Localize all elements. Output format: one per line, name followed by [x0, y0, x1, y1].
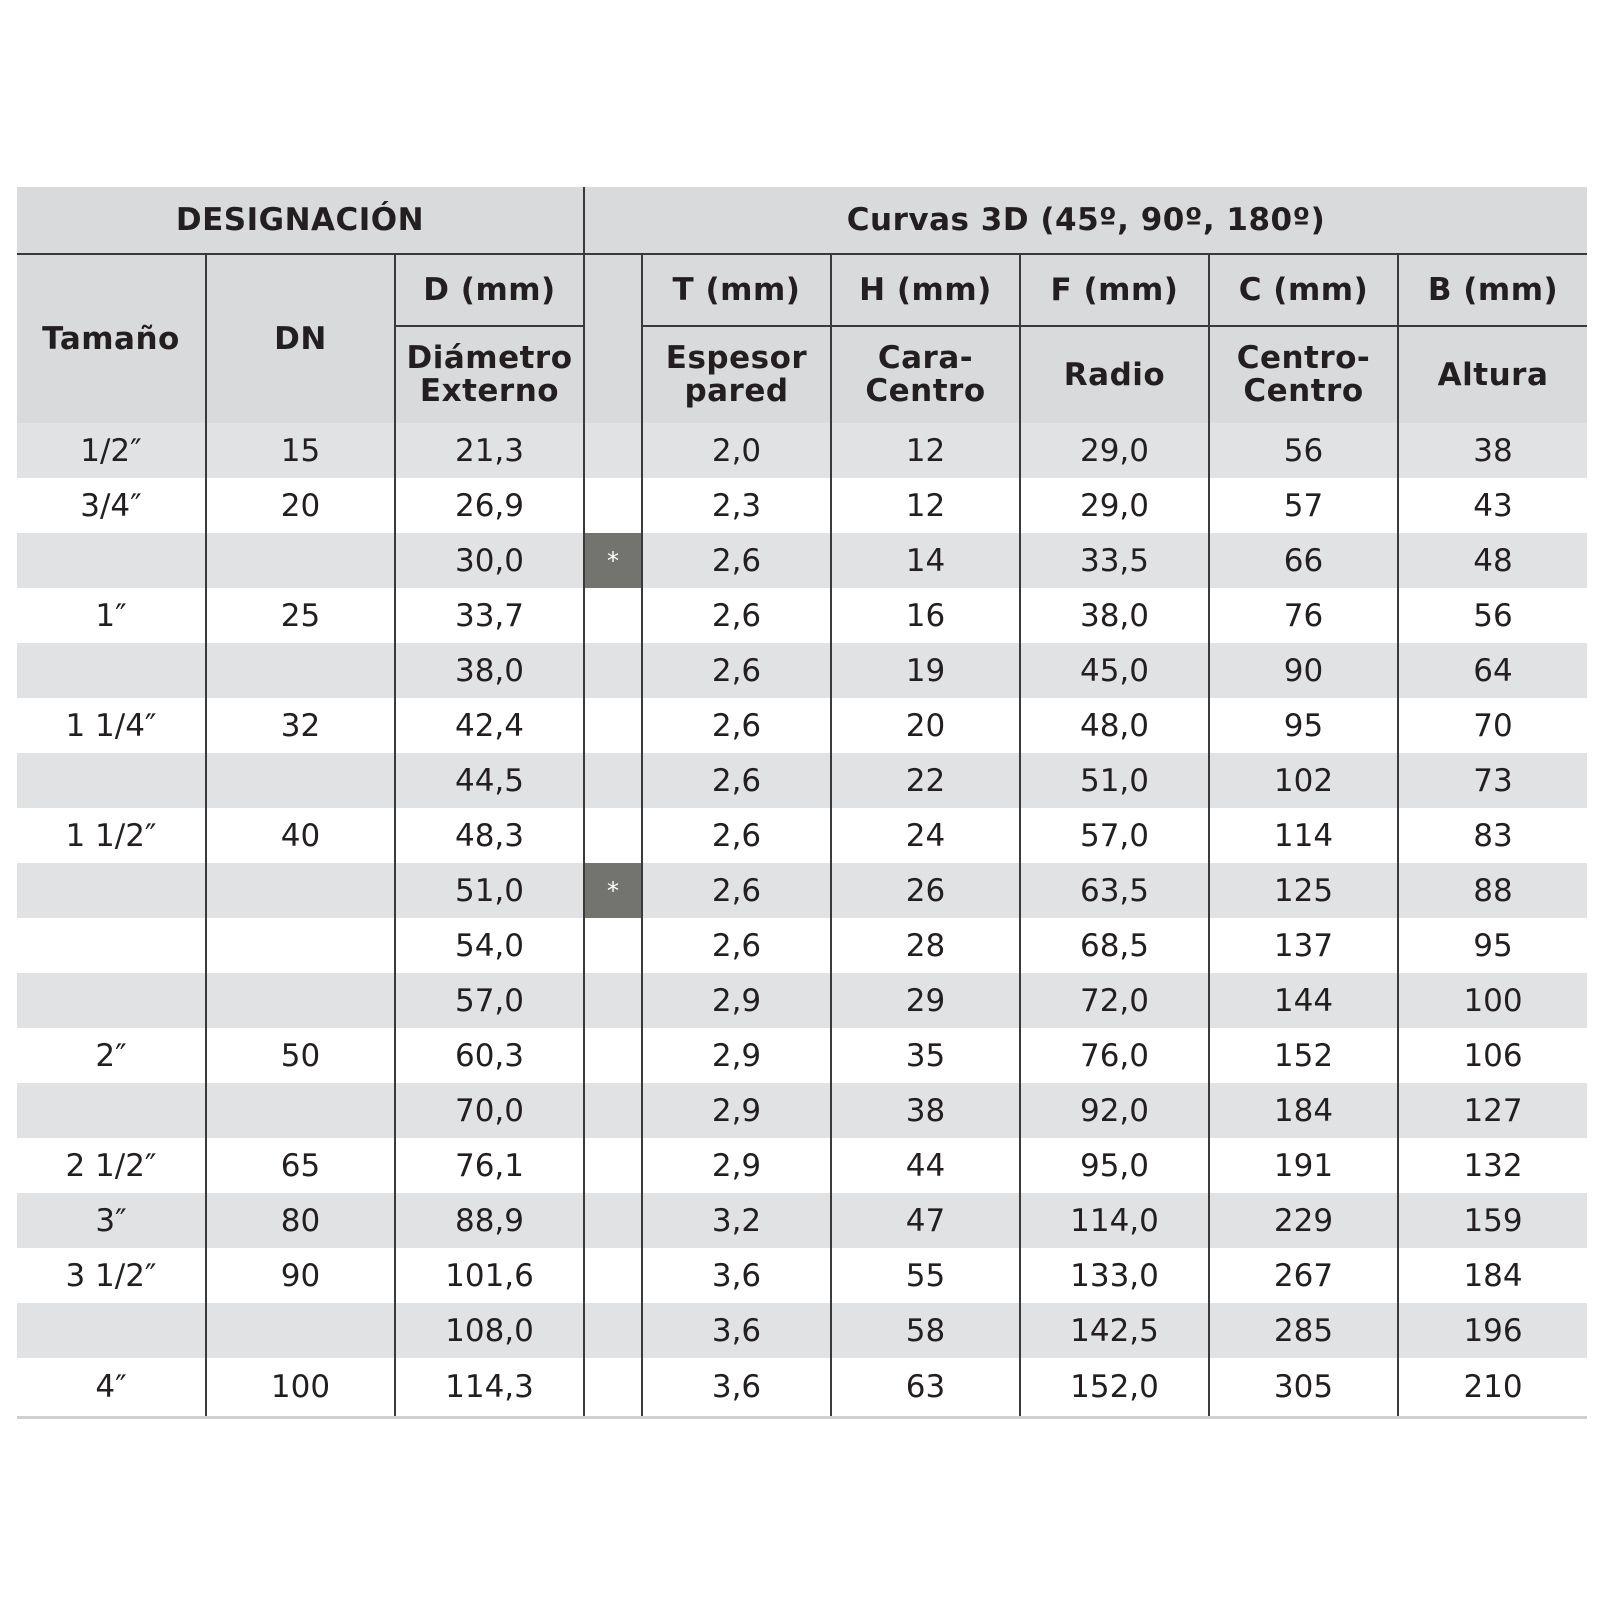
d-unit-header: D (mm)	[395, 254, 584, 326]
table-row	[17, 753, 1587, 808]
size-header: Tamaño	[17, 254, 206, 423]
table-row	[17, 423, 1587, 478]
size-cell	[17, 973, 206, 1028]
c-cell: 56	[1209, 423, 1398, 478]
marker-cell	[584, 973, 642, 1028]
f-cell: 45,0	[1020, 643, 1209, 698]
c-cell: 125	[1209, 863, 1398, 918]
h-cell: 55	[831, 1248, 1020, 1303]
t-cell: 2,6	[642, 863, 831, 918]
b-cell: 95	[1473, 927, 1513, 964]
f-cell: 95,0	[1020, 1138, 1209, 1193]
dn-cell: 90	[206, 1248, 395, 1303]
c-cell: 267	[1209, 1248, 1398, 1303]
table-body	[17, 423, 1587, 1418]
size-cell: 2″	[17, 1028, 206, 1083]
marker-cell	[584, 1193, 642, 1248]
f-cell: 76,0	[1020, 1028, 1209, 1083]
table-row	[17, 1248, 1587, 1303]
b-cell: 43	[1473, 487, 1513, 524]
dn-cell	[206, 1303, 395, 1358]
c-cell: 137	[1209, 918, 1398, 973]
marker-cell	[584, 1083, 642, 1138]
t-cell: 2,9	[642, 973, 831, 1028]
t-cell: 2,3	[642, 478, 831, 533]
d-cell: 26,9	[395, 478, 584, 533]
f-cell: 29,0	[1020, 423, 1209, 478]
d-cell: 38,0	[395, 643, 584, 698]
c-cell: 57	[1209, 478, 1398, 533]
dn-cell: 15	[206, 423, 395, 478]
h-cell: 28	[831, 918, 1020, 973]
d-cell: 44,5	[395, 753, 584, 808]
dn-cell	[206, 643, 395, 698]
t-cell: 3,6	[642, 1358, 831, 1418]
d-cell: 60,3	[395, 1028, 584, 1083]
t-cell: 2,9	[642, 1083, 831, 1138]
marker-cell: *	[584, 863, 642, 918]
b-cell: 184	[1463, 1257, 1523, 1294]
t-cell: 2,6	[642, 698, 831, 753]
h-cell: 63	[831, 1358, 1020, 1418]
d-cell: 54,0	[395, 918, 584, 973]
dn-cell: 100	[206, 1358, 395, 1418]
h-cell: 24	[831, 808, 1020, 863]
b-desc-header: Altura	[1398, 326, 1587, 423]
c-cell: 114	[1209, 808, 1398, 863]
marker-cell	[584, 588, 642, 643]
size-cell: 1″	[17, 588, 206, 643]
c-cell: 76	[1209, 588, 1398, 643]
c-cell: 184	[1209, 1083, 1398, 1138]
size-cell	[17, 918, 206, 973]
h-cell: 47	[831, 1193, 1020, 1248]
size-cell	[17, 1303, 206, 1358]
d-cell: 33,7	[395, 588, 584, 643]
c-cell: 102	[1209, 753, 1398, 808]
f-cell: 142,5	[1020, 1303, 1209, 1358]
table-header	[17, 187, 1587, 423]
d-cell: 70,0	[395, 1083, 584, 1138]
b-cell: 70	[1473, 707, 1513, 744]
b-cell: 132	[1463, 1147, 1523, 1184]
h-cell: 16	[831, 588, 1020, 643]
dn-cell: 50	[206, 1028, 395, 1083]
marker-cell	[584, 478, 642, 533]
h-cell: 14	[831, 533, 1020, 588]
t-cell: 3,6	[642, 1248, 831, 1303]
table-row	[17, 588, 1587, 643]
marker-cell	[584, 1303, 642, 1358]
table-row	[17, 918, 1587, 973]
table-row	[17, 1193, 1587, 1248]
b-cell: 159	[1398, 1193, 1587, 1248]
b-cell: 127	[1398, 1083, 1587, 1138]
b-cell: 196	[1398, 1303, 1587, 1358]
group-curves-header: Curvas 3D (45º, 90º, 180º)	[584, 187, 1587, 254]
marker-cell	[584, 1028, 642, 1083]
d-cell: 76,1	[395, 1138, 584, 1193]
f-cell: 33,5	[1020, 533, 1209, 588]
dn-cell: 25	[206, 588, 395, 643]
dn-cell	[206, 533, 395, 588]
f-cell: 114,0	[1020, 1193, 1209, 1248]
h-cell: 44	[831, 1138, 1020, 1193]
d-cell: 42,4	[395, 698, 584, 753]
h-cell: 35	[831, 1028, 1020, 1083]
table-row	[17, 863, 1587, 918]
marker-cell	[584, 1358, 642, 1418]
marker-cell: *	[584, 533, 642, 588]
t-cell: 2,9	[642, 1028, 831, 1083]
t-cell: 2,6	[642, 588, 831, 643]
t-cell: 2,6	[642, 533, 831, 588]
b-cell: 106	[1463, 1037, 1523, 1074]
dn-cell	[206, 753, 395, 808]
t-cell: 2,6	[642, 808, 831, 863]
dn-cell	[206, 973, 395, 1028]
size-cell: 3″	[17, 1193, 206, 1248]
t-unit-header: T (mm)	[642, 254, 831, 326]
h-cell: 29	[831, 973, 1020, 1028]
marker-cell	[584, 423, 642, 478]
marker-cell	[584, 643, 642, 698]
table-row	[17, 808, 1587, 863]
f-unit-header: F (mm)	[1020, 254, 1209, 326]
size-cell: 3/4″	[17, 478, 206, 533]
size-cell	[17, 1083, 206, 1138]
table-row	[17, 1138, 1587, 1193]
dn-cell: 20	[206, 478, 395, 533]
h-cell: 26	[831, 863, 1020, 918]
group-designation-header: DESIGNACIÓN	[17, 187, 584, 254]
marker-header	[584, 254, 642, 423]
table-row	[17, 1028, 1587, 1083]
t-cell: 2,6	[642, 918, 831, 973]
d-cell: 57,0	[395, 973, 584, 1028]
f-cell: 29,0	[1020, 478, 1209, 533]
f-cell: 68,5	[1020, 918, 1209, 973]
c-cell: 285	[1209, 1303, 1398, 1358]
b-cell: 73	[1398, 753, 1587, 808]
size-cell: 1/2″	[17, 423, 206, 478]
f-cell: 133,0	[1020, 1248, 1209, 1303]
table-row	[17, 533, 1587, 588]
size-cell: 1 1/2″	[17, 808, 206, 863]
marker-cell	[584, 808, 642, 863]
dn-cell	[206, 1083, 395, 1138]
t-cell: 3,2	[642, 1193, 831, 1248]
d-cell: 48,3	[395, 808, 584, 863]
c-desc-header: Centro- Centro	[1209, 326, 1398, 423]
dn-cell: 40	[206, 808, 395, 863]
h-desc-header: Cara- Centro	[831, 326, 1020, 423]
f-cell: 63,5	[1020, 863, 1209, 918]
f-cell: 152,0	[1020, 1358, 1209, 1418]
f-desc-header: Radio	[1020, 326, 1209, 423]
size-cell: 1 1/4″	[17, 698, 206, 753]
f-cell: 51,0	[1020, 753, 1209, 808]
d-cell: 101,6	[395, 1248, 584, 1303]
d-cell: 88,9	[395, 1193, 584, 1248]
d-cell: 21,3	[395, 423, 584, 478]
h-cell: 12	[831, 478, 1020, 533]
h-cell: 58	[831, 1303, 1020, 1358]
b-cell: 64	[1398, 643, 1587, 698]
size-cell	[17, 863, 206, 918]
c-cell: 191	[1209, 1138, 1398, 1193]
c-unit-header: C (mm)	[1209, 254, 1398, 326]
table-row	[17, 1083, 1587, 1138]
b-cell: 56	[1473, 597, 1513, 634]
table-row	[17, 1358, 1587, 1418]
t-cell: 3,6	[642, 1303, 831, 1358]
b-cell: 83	[1473, 817, 1513, 854]
c-cell: 95	[1209, 698, 1398, 753]
f-cell: 92,0	[1020, 1083, 1209, 1138]
dn-cell: 80	[206, 1193, 395, 1248]
h-cell: 22	[831, 753, 1020, 808]
marker-cell	[584, 698, 642, 753]
d-cell: 114,3	[395, 1358, 584, 1418]
f-cell: 57,0	[1020, 808, 1209, 863]
b-cell: 88	[1398, 863, 1587, 918]
c-cell: 66	[1209, 533, 1398, 588]
d-cell: 108,0	[395, 1303, 584, 1358]
c-cell: 152	[1209, 1028, 1398, 1083]
b-unit-header: B (mm)	[1398, 254, 1587, 326]
c-cell: 90	[1209, 643, 1398, 698]
dn-cell	[206, 863, 395, 918]
size-cell	[17, 753, 206, 808]
b-cell: 38	[1398, 423, 1587, 478]
d-cell: 51,0	[395, 863, 584, 918]
dn-cell	[206, 918, 395, 973]
marker-cell	[584, 918, 642, 973]
dn-cell: 32	[206, 698, 395, 753]
table-row	[17, 698, 1587, 753]
h-cell: 20	[831, 698, 1020, 753]
c-cell: 144	[1209, 973, 1398, 1028]
table-row	[17, 643, 1587, 698]
table-row	[17, 973, 1587, 1028]
t-desc-header: Espesor pared	[642, 326, 831, 423]
dn-header: DN	[206, 254, 395, 423]
d-cell: 30,0	[395, 533, 584, 588]
table-row	[17, 1303, 1587, 1358]
c-cell: 305	[1209, 1358, 1398, 1418]
h-cell: 12	[831, 423, 1020, 478]
size-cell	[17, 643, 206, 698]
size-cell: 2 1/2″	[17, 1138, 206, 1193]
marker-cell	[584, 753, 642, 808]
marker-cell	[584, 1248, 642, 1303]
size-cell: 3 1/2″	[17, 1248, 206, 1303]
spec-table	[17, 187, 1587, 1419]
c-cell: 229	[1209, 1193, 1398, 1248]
t-cell: 2,0	[642, 423, 831, 478]
t-cell: 2,6	[642, 753, 831, 808]
f-cell: 72,0	[1020, 973, 1209, 1028]
table-row	[17, 478, 1587, 533]
marker-cell	[584, 1138, 642, 1193]
b-cell: 48	[1398, 533, 1587, 588]
size-cell: 4″	[17, 1358, 206, 1418]
t-cell: 2,6	[642, 643, 831, 698]
dn-cell: 65	[206, 1138, 395, 1193]
b-cell: 210	[1398, 1358, 1587, 1418]
h-cell: 19	[831, 643, 1020, 698]
h-cell: 38	[831, 1083, 1020, 1138]
b-cell: 100	[1398, 973, 1587, 1028]
f-cell: 48,0	[1020, 698, 1209, 753]
h-unit-header: H (mm)	[831, 254, 1020, 326]
f-cell: 38,0	[1020, 588, 1209, 643]
d-desc-header: Diámetro Externo	[395, 326, 584, 423]
size-cell	[17, 533, 206, 588]
t-cell: 2,9	[642, 1138, 831, 1193]
